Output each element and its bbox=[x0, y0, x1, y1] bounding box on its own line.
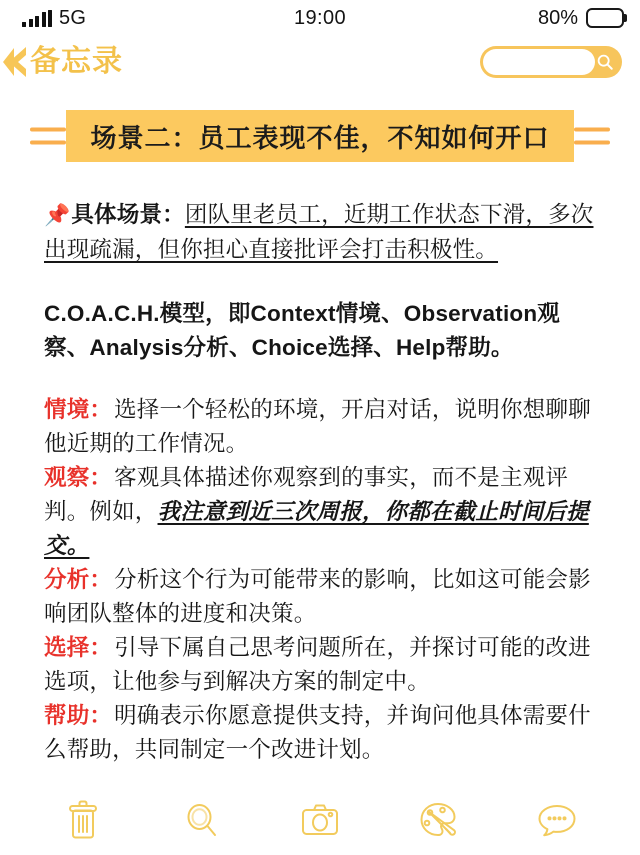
back-button[interactable] bbox=[6, 45, 123, 79]
coach-step-analysis bbox=[44, 563, 596, 631]
pin-emoji: 📌 bbox=[44, 204, 71, 227]
signal-bars-icon bbox=[22, 10, 52, 27]
search-icon bbox=[182, 799, 222, 841]
palette-icon bbox=[417, 799, 459, 841]
coach-model-paragraph: C.O.A.C.H.模型，即Context情境、Observation观察、Analysis分析、Choice选择、Help帮助。 bbox=[44, 301, 560, 360]
step-text: 客观具体描述你观察到的事实，而不是主观评判。例如， bbox=[44, 465, 569, 524]
note-content bbox=[0, 198, 640, 767]
coach-step-context bbox=[44, 393, 596, 461]
back-chevron-icon bbox=[2, 45, 28, 79]
battery-percent-label: 80% bbox=[537, 6, 578, 29]
page-title: 备忘录 bbox=[30, 45, 123, 78]
banner-dashes-right bbox=[574, 128, 610, 145]
search-bar[interactable] bbox=[480, 46, 622, 78]
palette-button[interactable] bbox=[415, 797, 461, 843]
search-icon[interactable] bbox=[596, 53, 614, 71]
step-text: 明确表示你愿意提供支持，并询问他具体需要什么帮助，共同制定一个改进计划。 bbox=[44, 703, 591, 762]
step-label: 选择： bbox=[44, 635, 113, 660]
search-button[interactable] bbox=[179, 797, 225, 843]
coach-step-observation bbox=[44, 461, 596, 563]
camera-button[interactable] bbox=[297, 797, 343, 843]
step-label: 分析： bbox=[44, 567, 113, 592]
app-header bbox=[0, 36, 640, 88]
step-label: 观察： bbox=[44, 465, 113, 490]
banner-dashes-left bbox=[30, 128, 66, 145]
scenario-paragraph bbox=[44, 198, 596, 267]
comment-icon bbox=[536, 800, 578, 840]
step-text: 选择一个轻松的环境，开启对话，说明你想聊聊他近期的工作情况。 bbox=[44, 397, 591, 456]
status-bar-clock: 19:00 bbox=[293, 6, 347, 29]
bottom-toolbar bbox=[0, 791, 640, 855]
scenario-banner bbox=[0, 110, 640, 162]
step-example-quote: 我注意到近三次周报，你都在截止时间后提交。 bbox=[44, 499, 589, 558]
scenario-label: 具体场景： bbox=[71, 202, 185, 227]
comment-button[interactable] bbox=[534, 797, 580, 843]
network-type-label: 5G bbox=[59, 7, 87, 29]
step-label: 帮助： bbox=[44, 703, 113, 728]
camera-icon bbox=[299, 799, 341, 841]
scenario-text: 团队里老员工，近期工作状态下滑，多次出现疏漏，但你担心直接批评会打击积极性。 bbox=[44, 202, 594, 262]
delete-button[interactable] bbox=[60, 797, 106, 843]
status-bar bbox=[0, 0, 640, 36]
banner-box bbox=[66, 110, 574, 162]
coach-steps-list bbox=[44, 393, 596, 767]
banner-title: 场景二：员工表现不佳，不知如何开口 bbox=[90, 122, 550, 153]
battery-icon bbox=[586, 8, 624, 28]
step-text: 分析这个行为可能带来的影响，比如这可能会影响团队整体的进度和决策。 bbox=[44, 567, 591, 626]
status-bar-right bbox=[538, 7, 624, 30]
coach-step-help bbox=[44, 699, 596, 767]
status-bar-left bbox=[22, 9, 86, 27]
delete-icon bbox=[63, 799, 103, 841]
step-text: 引导下属自己思考问题所在，并探讨可能的改进选项，让他参与到解决方案的制定中。 bbox=[44, 635, 591, 694]
search-input[interactable] bbox=[483, 49, 595, 75]
step-label: 情境： bbox=[44, 397, 113, 422]
coach-step-choice bbox=[44, 631, 596, 699]
